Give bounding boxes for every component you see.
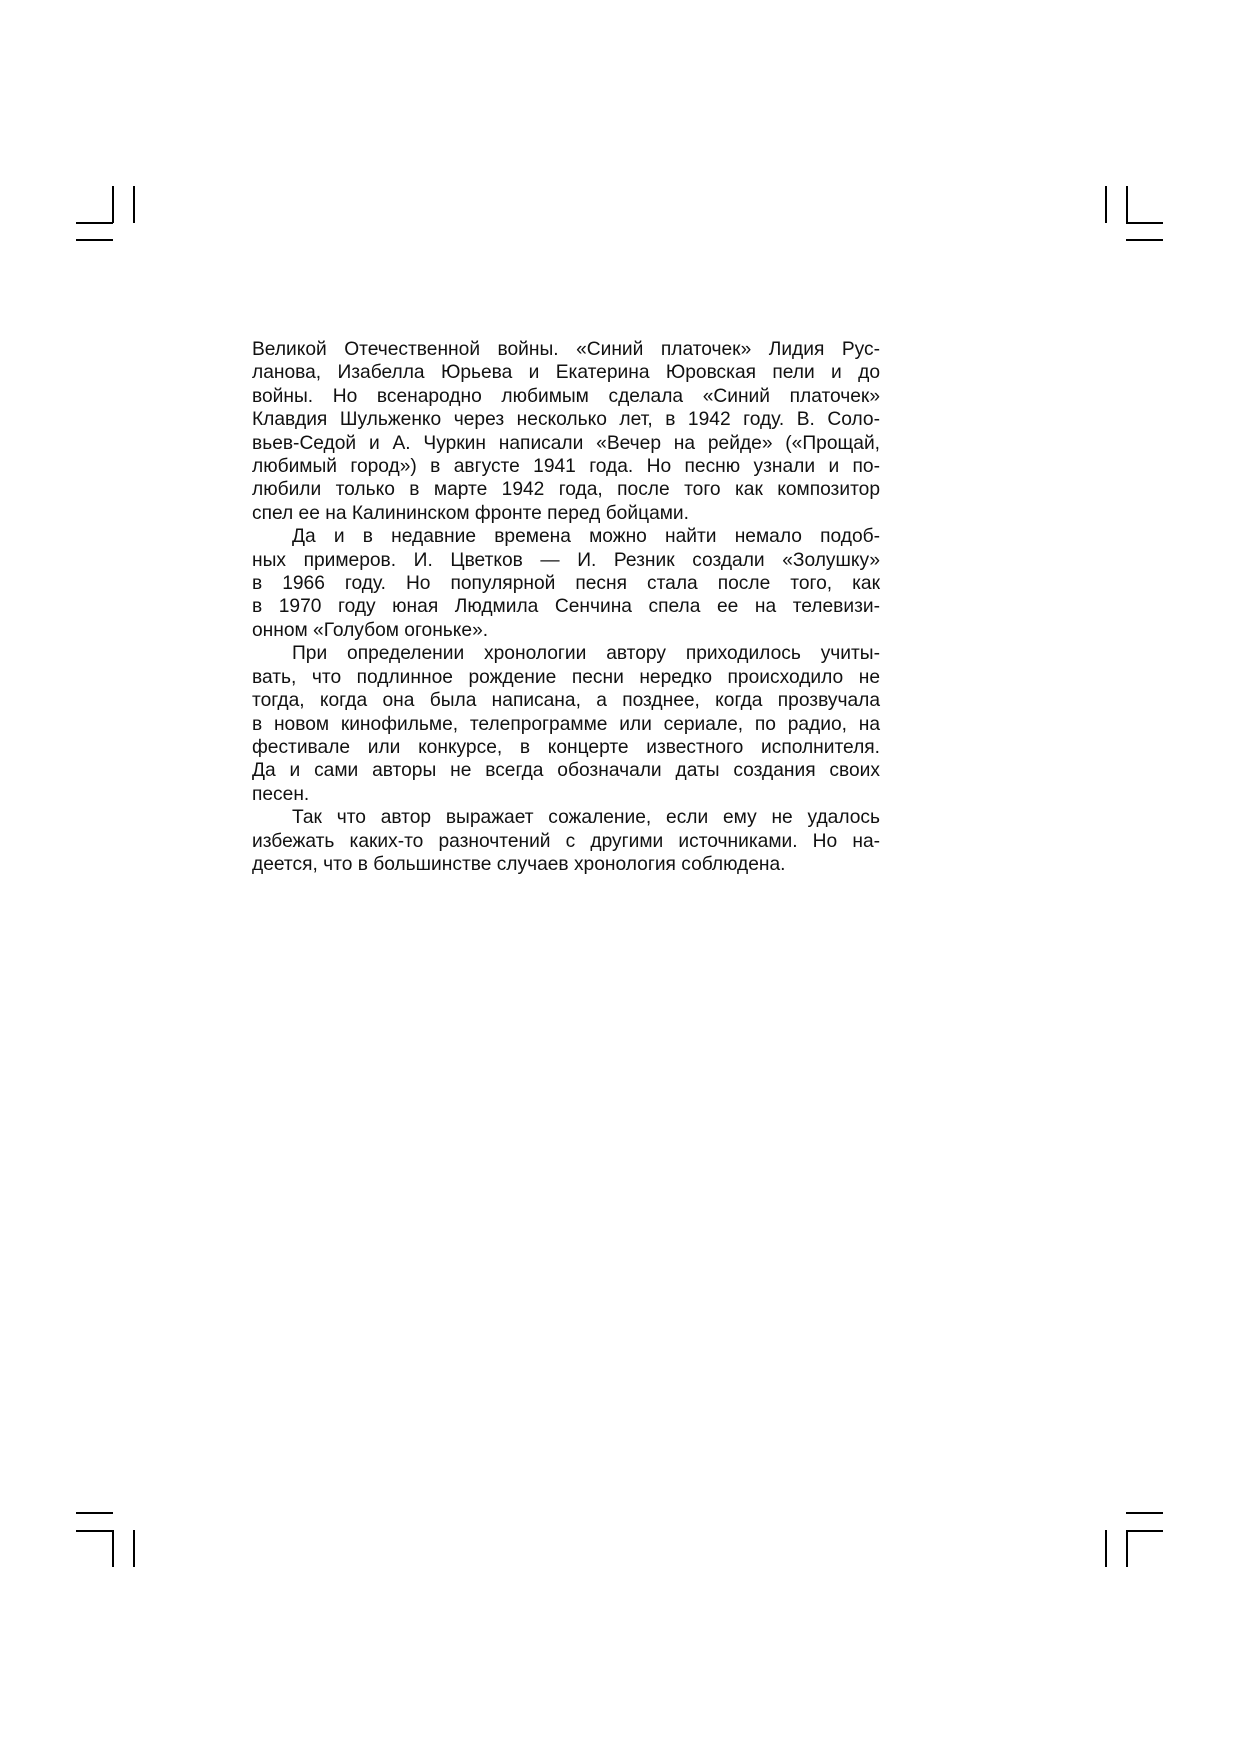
text-line: в новом кинофильме, телепрограмме или сериале, по радио, на [252,713,880,735]
crop-mark-bottom-right-v2 [1126,1530,1128,1567]
text-line: Клавдия Шульженко через несколько лет, в 1942 году. В. Соло- [252,409,880,431]
text-line: любили только в марте 1942 года, после того как композитор [252,479,880,501]
crop-mark-top-right-hb [1126,222,1163,224]
paragraph-1 [252,338,880,525]
text-line: онном «Голубом огоньке». [252,619,489,641]
crop-mark-bottom-right-v1 [1105,1530,1107,1567]
text-line: Так что автор выражает сожаление, если ему не удалось [292,807,880,829]
crop-mark-top-left-v1 [112,186,114,223]
text-line: Да и в недавние времена можно найти немало подоб- [292,526,880,548]
text-line: тогда, когда она была написана, а позднее, когда прозвучала [252,690,880,712]
text-line: При определении хронологии автору приходилось учиты- [292,643,880,665]
text-line: фестивале или конкурсе, в концерте известного исполнителя. [252,736,880,758]
crop-mark-top-right-v2 [1126,186,1128,223]
crop-mark-bottom-right-h [1126,1512,1163,1514]
text-line: ланова, Изабелла Юрьева и Екатерина Юровская пели и до [252,362,880,384]
text-line: ных примеров. И. Цветков — И. Резник создали «Золушку» [252,549,880,571]
text-line: любимый город») в августе 1941 года. Но песню узнали и по- [252,456,880,478]
text-line: в 1970 году юная Людмила Сенчина спела ее на телевизи- [252,596,880,618]
paragraph-4 [252,806,880,876]
paragraph-2 [252,525,880,642]
crop-mark-top-left-v2 [133,186,135,223]
crop-mark-top-left-hb [76,222,113,224]
text-line: песен. [252,783,310,805]
text-line: вьев-Седой и А. Чуркин написали «Вечер на рейде» («Прощай, [252,432,880,454]
crop-mark-bottom-left-v2 [133,1530,135,1567]
text-line: деется, что в большинстве случаев хронология соблюдена. [252,853,786,875]
text-line: вать, что подлинное рождение песни нередко происходило не [252,666,880,688]
crop-mark-top-right-v1 [1105,186,1107,223]
crop-mark-bottom-left-ht [76,1530,113,1532]
text-line: Да и сами авторы не всегда обозначали даты создания своих [252,760,880,782]
text-line: избежать каких-то разночтений с другими источниками. Но на- [252,830,880,852]
crop-mark-bottom-right-ht [1126,1530,1163,1532]
text-line: Великой Отечественной войны. «Синий платочек» Лидия Рус- [252,339,880,360]
crop-mark-bottom-left-h [76,1512,113,1514]
body-text [252,338,880,876]
text-line: спел ее на Калининском фронте перед бойцами. [252,502,689,524]
crop-mark-top-right-h [1126,239,1163,241]
crop-mark-top-left-h [76,239,113,241]
paragraph-3 [252,642,880,806]
text-line: войны. Но всенародно любимым сделала «Синий платочек» [252,385,880,407]
crop-mark-bottom-left-v1 [112,1530,114,1567]
text-line: в 1966 году. Но популярной песня стала после того, как [252,573,880,595]
